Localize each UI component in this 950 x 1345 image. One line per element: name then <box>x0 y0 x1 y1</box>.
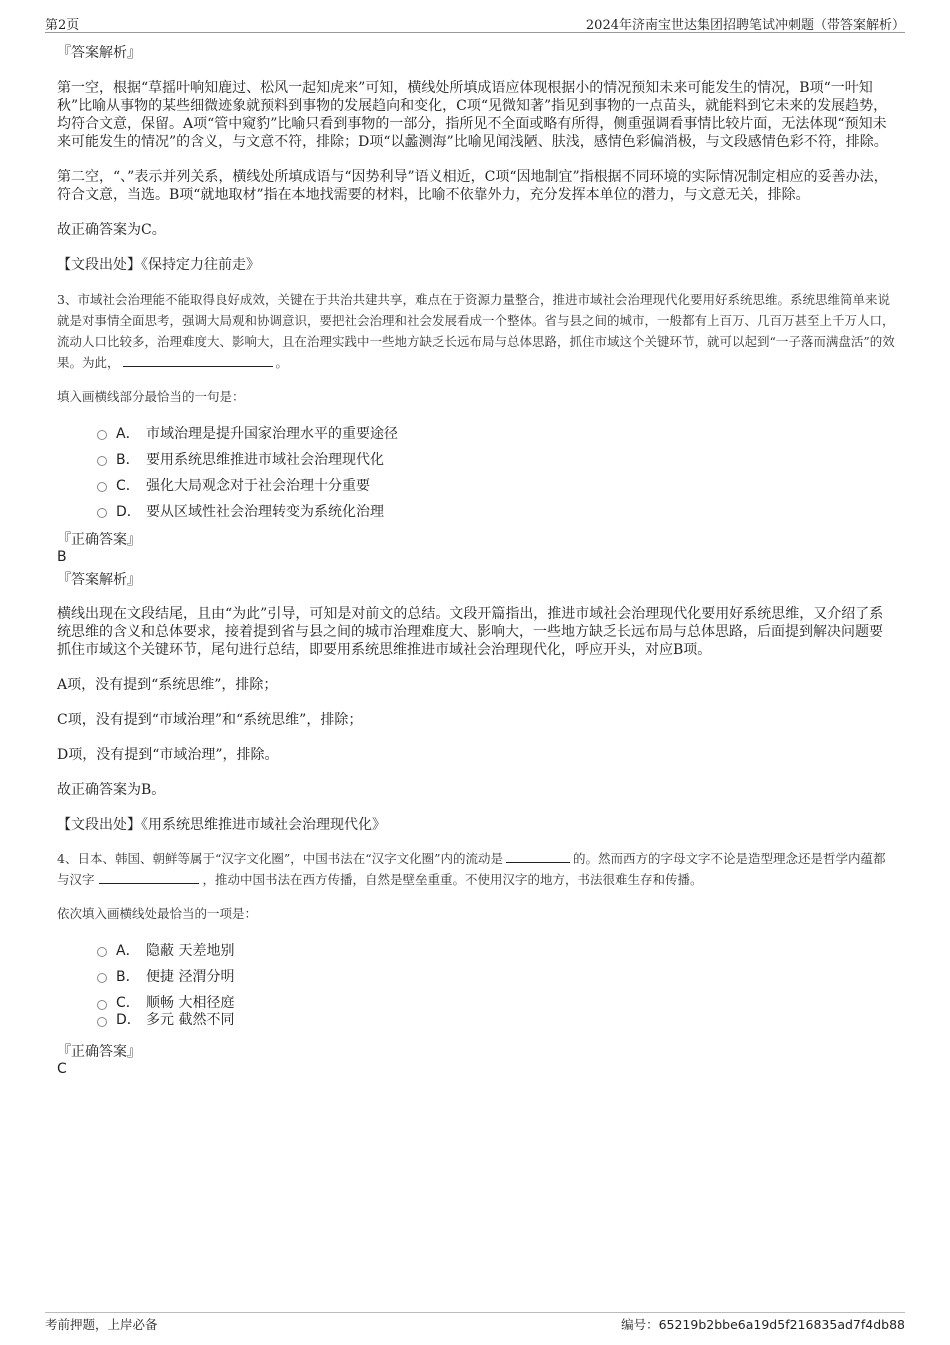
q2-analysis-p1: 第一空，根据“草摇叶响知鹿过、松风一起知虎来”可知，横线处所填成语应体现根据小的情况预知未来可能发生的情况，B项“一叶知秋”比喻从事物的某些细微迹象就预料到事物的发展趋向和变化，C项“见微知著”指见到事物的一点苗头，就能料到它未来的发展趋势，均符合文意，保留。A项“管中窥豹”比喻只看到事物的一部分，指所见不全面或略有所得，侧重强调看事情比较片面，无法体现“预知未来可能发生的情况”的含义，与文意不符，排除；D项“以蠡测海”比喻见闻浅陋、肤浅，感情色彩偏消极，与文段感情色彩不符，排除。 <box>57 80 888 150</box>
q3-analysis-label: 『答案解析』 <box>57 572 141 588</box>
footer-slogan: 考前押题，上岸必备 <box>45 1317 158 1332</box>
option-letter: A． <box>116 426 140 442</box>
q4-blank-2 <box>99 871 199 884</box>
q3-analysis-d: D项，没有提到“市域治理”，排除。 <box>57 747 279 763</box>
document-title: 2024年济南宝世达集团招聘笔试冲刺题（带答案解析） <box>585 18 905 33</box>
page-header <box>45 10 905 33</box>
q3-options <box>97 421 895 525</box>
option-letter: D． <box>116 504 141 520</box>
q3-option-d[interactable] <box>97 499 895 525</box>
radio-icon[interactable] <box>97 430 107 440</box>
q3-stem-text: 3、市域社会治理能不能取得良好成效，关键在于共治共建共享，难点在于资源力量整合，推进市域社会治理现代化要用好系统思维。系统思维简单来说就是对事情全面思考，强调大局观和协调意识，要把社会治理和社会发展看成一个整体。省与县之间的城市，一般都有上百万、几百万甚至上千万人口，流动人口比较多，治理难度大、影响大，且在治理实践中一些地方缺乏长远布局与总体思路，抓住市域这个关键环节，就可以起到“一子落而满盘活”的效果。为此， <box>57 292 895 370</box>
q3-analysis-p1: 横线出现在文段结尾，且由“为此”引导，可知是对前文的总结。文段开篇指出，推进市域社会治理现代化要用好系统思维，又介绍了系统思维的含义和总体要求，接着提到省与县之间的城市治理难度大、影响大，一些地方缺乏长远布局与总体思路，后面提到解决问题要抓住市域这个关键环节，尾句进行总结，即要用系统思维推进市域社会治理现代化，呼应开头，对应B项。 <box>57 606 884 658</box>
option-letter: B． <box>116 452 140 468</box>
option-letter: B． <box>116 969 140 985</box>
option-letter: C． <box>116 995 140 1011</box>
option-text: 隐蔽 天差地别 <box>146 943 235 959</box>
q3-analysis-a: A项，没有提到“系统思维”，排除； <box>57 677 278 693</box>
q4-option-b[interactable] <box>97 964 895 990</box>
q4-option-c[interactable] <box>97 995 895 1012</box>
footer-serial: 编号：65219b2bbe6a19d5f216835ad7f4db88 <box>621 1317 905 1332</box>
q2-source <box>57 256 895 274</box>
q3-source <box>57 816 895 834</box>
radio-icon[interactable] <box>97 973 107 983</box>
q3-option-c[interactable] <box>97 473 895 499</box>
radio-icon[interactable] <box>97 508 107 518</box>
q2-conclusion: 故正确答案为C。 <box>57 222 166 238</box>
q4-prompt: 依次填入画横线处最恰当的一项是： <box>57 906 258 921</box>
q3-analysis-c: C项，没有提到“市域治理”和“系统思维”，排除； <box>57 712 363 728</box>
radio-icon[interactable] <box>97 1017 107 1027</box>
option-text: 多元 截然不同 <box>146 1012 235 1028</box>
option-text: 要用系统思维推进市域社会治理现代化 <box>146 452 384 468</box>
q4-options <box>97 938 895 1029</box>
q4-stem-2: 的。然而西方的字母文字不论是造型理念还是哲学内蕴都与汉字 <box>57 851 886 887</box>
q4-option-a[interactable] <box>97 938 895 964</box>
radio-icon[interactable] <box>97 482 107 492</box>
q3-conclusion: 故正确答案为B。 <box>57 782 166 798</box>
q2-source-label: 【文段出处】 <box>57 257 141 273</box>
q3-source-label: 【文段出处】 <box>57 817 141 833</box>
main-content <box>57 44 895 1077</box>
q2-source-title: 《保持定力往前走》 <box>141 257 260 273</box>
q3-stem-end: 。 <box>275 355 289 370</box>
q4-answer-label: 『正确答案』 <box>57 1044 141 1060</box>
page-number: 第2页 <box>45 18 80 33</box>
q4-blank-1 <box>506 850 570 863</box>
option-text: 顺畅 大相径庭 <box>146 995 235 1011</box>
q3-stem <box>57 289 895 373</box>
option-text: 要从区域性社会治理转变为系统化治理 <box>146 504 384 520</box>
q3-answer: B <box>57 549 67 565</box>
q4-option-d[interactable] <box>97 1012 895 1029</box>
option-letter: A． <box>116 943 140 959</box>
option-letter: D． <box>116 1012 141 1028</box>
option-text: 市域治理是提升国家治理水平的重要途径 <box>146 426 398 442</box>
q3-blank <box>123 354 273 367</box>
page-footer <box>45 1312 905 1333</box>
q3-answer-label: 『正确答案』 <box>57 532 141 548</box>
q3-source-title: 《用系统思维推进市域社会治理现代化》 <box>141 817 386 833</box>
radio-icon[interactable] <box>97 1000 107 1010</box>
q3-prompt: 填入画横线部分最恰当的一句是： <box>57 389 245 404</box>
option-letter: C． <box>116 478 140 494</box>
q2-analysis-p2: 第二空，“、”表示并列关系，横线处所填成语与“因势利导”语义相近，C项“因地制宜”指根据不同环境的实际情况制定相应的妥善办法，符合文意，当选。B项“就地取材”指在本地找需要的材料，比喻不依靠外力，充分发挥本单位的潜力，与文意无关，排除。 <box>57 169 888 203</box>
option-text: 强化大局观念对于社会治理十分重要 <box>146 478 370 494</box>
radio-icon[interactable] <box>97 456 107 466</box>
q4-stem <box>57 848 895 890</box>
q2-analysis-label: 『答案解析』 <box>57 45 141 61</box>
q4-stem-1: 4、日本、韩国、朝鲜等属于“汉字文化圈”，中国书法在“汉字文化圈”内的流动是 <box>57 851 504 866</box>
q3-option-b[interactable] <box>97 447 895 473</box>
q4-answer: C <box>57 1061 67 1077</box>
q4-stem-3: ，推动中国书法在西方传播，自然是壁垒重重。不使用汉字的地方，书法很难生存和传播。 <box>202 872 703 887</box>
option-text: 便捷 泾渭分明 <box>146 969 235 985</box>
q3-option-a[interactable] <box>97 421 895 447</box>
radio-icon[interactable] <box>97 947 107 957</box>
